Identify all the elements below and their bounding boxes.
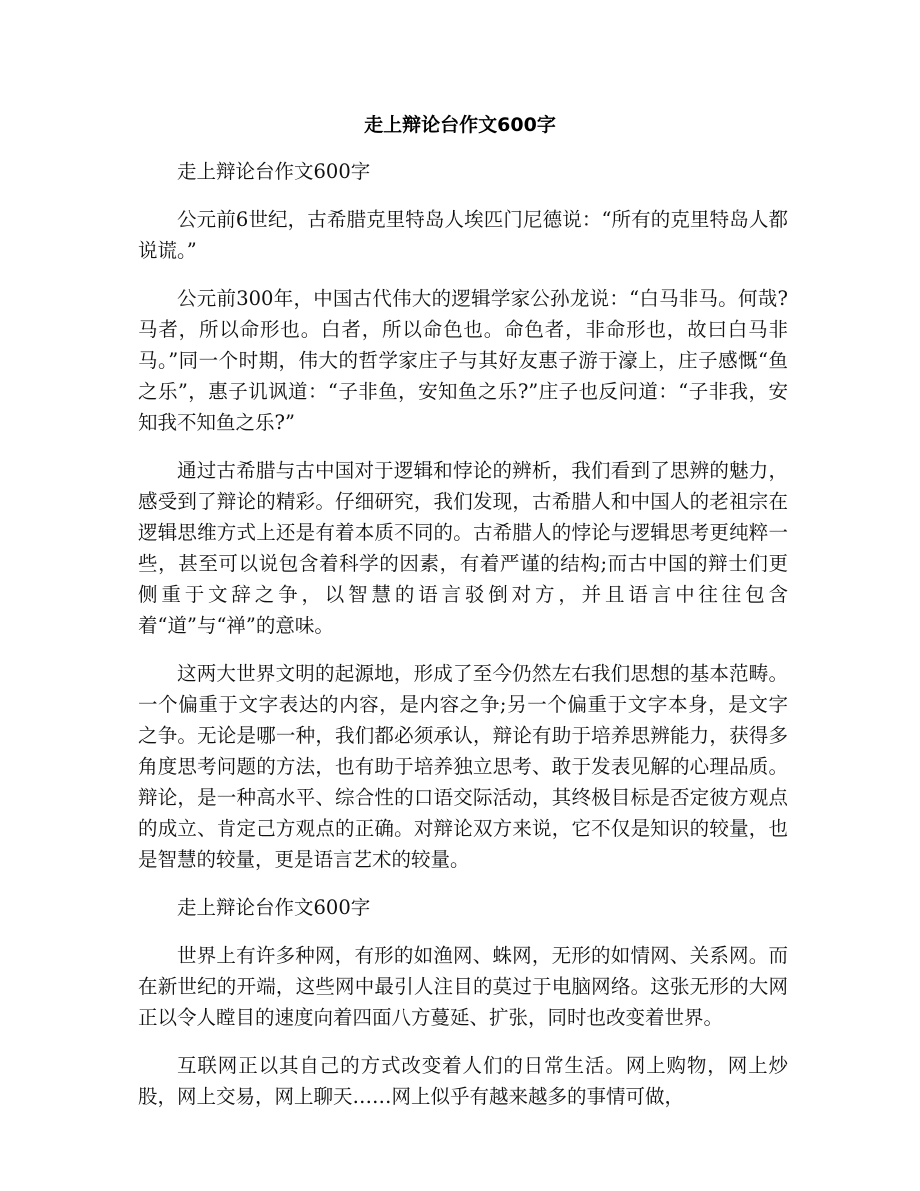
paragraph-subtitle: 走上辩论台作文600字 [177,896,371,919]
document-title: 走上辩论台作文600字 [364,114,556,136]
paragraph: 公元前300年，中国古代伟大的逻辑学家公孙龙说：“白马非马。何哉?马者，所以命形也。白者，所以命色也。命色者，非命形也，故曰白马非马。”同一个时期，伟大的哲学家庄子与其好友惠子游于濠上，庄子感慨“鱼之乐”，惠子讥讽道：“子非鱼，安知鱼之乐?”庄子也反问道：“子非我，安知我不知鱼之乐?” [138,287,788,434]
document-body [138,156,788,1129]
paragraph: 通过古希腊与古中国对于逻辑和悖论的辨析，我们看到了思辨的魅力，感受到了辩论的精彩。仔细研究，我们发现，古希腊人和中国人的老祖宗在逻辑思维方式上还是有着本质不同的。古希腊人的悖论与逻辑思考更纯粹一些，甚至可以说包含着科学的因素，有着严谨的结构;而古中国的辩士们更侧重于文辞之争，以智慧的语言驳倒对方，并且语言中往往包含着“道”与“禅”的意味。 [138,459,788,637]
paragraph: 这两大世界文明的起源地，形成了至今仍然左右我们思想的基本范畴。一个偏重于文字表达的内容，是内容之争;另一个偏重于文字本身，是文字之争。无论是哪一种，我们都必须承认，辩论有助于培养思辨能力，获得多角度思考问题的方法，也有助于培养独立思考、敢于发表见解的心理品质。辩论，是一种高水平、综合性的口语交际活动，其终极目标是否定彼方观点的成立、肯定己方观点的正确。对辩论双方来说，它不仅是知识的较量，也是智慧的较量，更是语言艺术的较量。 [138,662,788,871]
paragraph-subtitle: 走上辩论台作文600字 [177,160,371,183]
paragraph: 互联网正以其自己的方式改变着人们的日常生活。网上购物，网上炒股，网上交易，网上聊天……网上似乎有越来越多的事情可做， [138,1054,788,1108]
paragraph: 公元前6世纪，古希腊克里特岛人埃匹门尼德说：“所有的克里特岛人都说谎。” [138,208,788,262]
paragraph: 世界上有许多种网，有形的如渔网、蛛网，无形的如情网、关系网。而在新世纪的开端，这些网中最引人注目的莫过于电脑网络。这张无形的大网正以令人瞠目的速度向着四面八方蔓延、扩张，同时也改变着世界。 [138,944,788,1029]
